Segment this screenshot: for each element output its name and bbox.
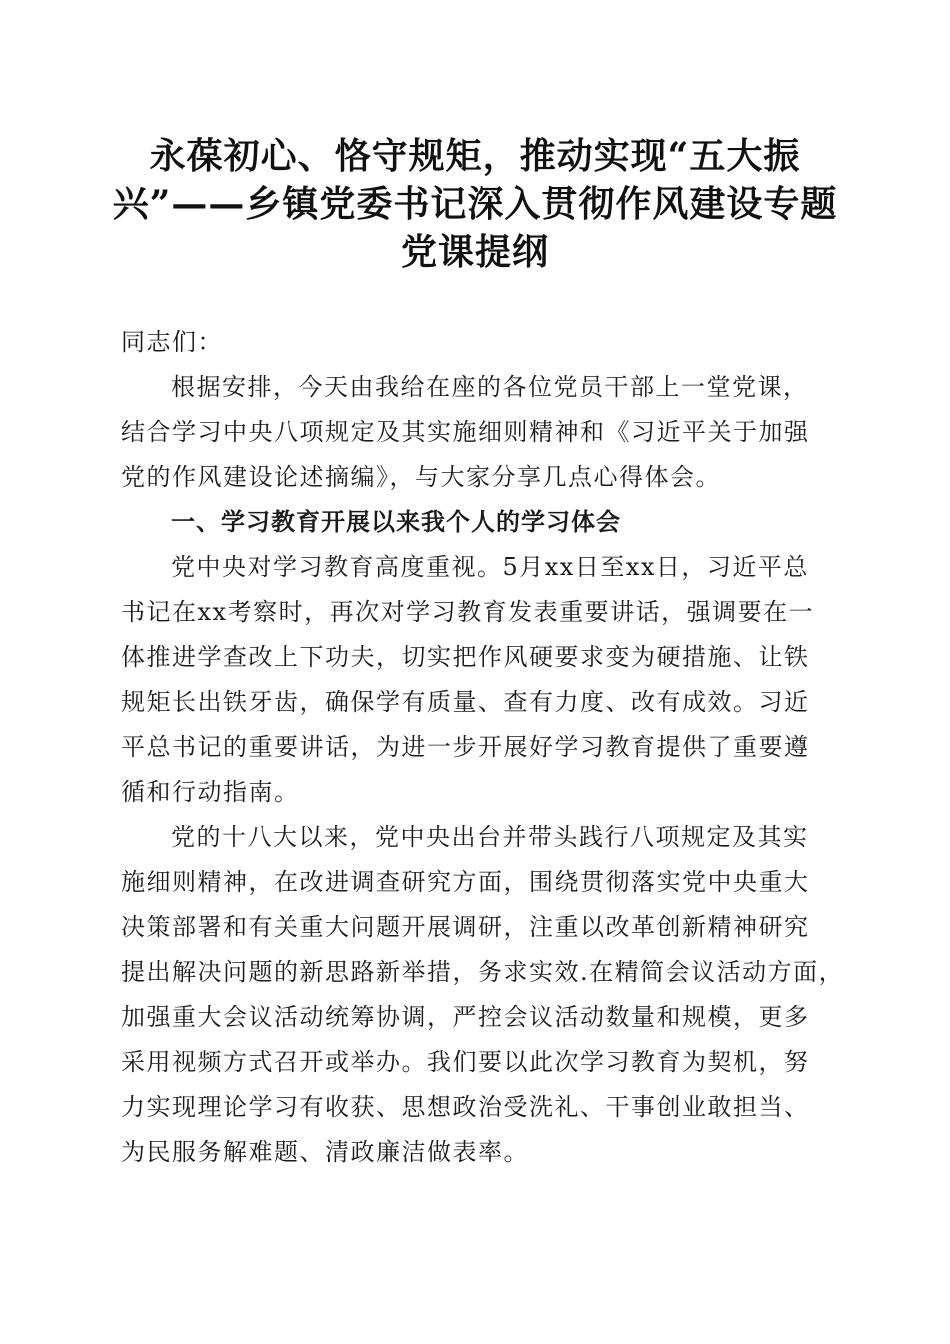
paragraph-line: 施细则精神，在改进调查研究方面，围绕贯彻落实党中央重大 — [121, 868, 810, 896]
section-heading-text: 一、学习教育开展以来我个人的学习体会 — [171, 508, 621, 536]
paragraph-line: 力实现理论学习有收获、思想政治受洗礼、干事创业敢担当、 — [121, 1093, 810, 1121]
paragraph-line: 提出解决问题的新思路新举措，务求实效.在精简会议活动方面， — [121, 958, 845, 986]
title-line: 永葆初心、恪守规矩，推动实现“五大振 — [149, 135, 801, 177]
document-body — [121, 320, 845, 1175]
title-line: 兴”——乡镇党委书记深入贯彻作风建设专题 — [112, 183, 838, 225]
body-paragraph-1 — [121, 545, 831, 815]
paragraph-line: 党的十八大以来，党中央出台并带头践行八项规定及其实 — [171, 823, 809, 851]
paragraph-line: 党中央对学习教育高度重视。5月xx日至xx日，习近平总 — [171, 553, 809, 581]
paragraph-line: 循和行动指南。 — [121, 778, 300, 806]
paragraph-line: 党的作风建设论述摘编》，与大家分享几点心得体会。 — [121, 463, 721, 491]
paragraph-line: 决策部署和有关重大问题开展调研，注重以改革创新精神研究 — [121, 913, 810, 941]
paragraph-line: 采用视频方式召开或举办。我们要以此次学习教育为契机，努 — [121, 1048, 810, 1076]
paragraph-line: 根据安排，今天由我给在座的各位党员干部上一堂党课， — [171, 373, 809, 401]
paragraph-line: 为民服务解难题、清政廉洁做表率。 — [121, 1138, 529, 1166]
title-line: 党课提纲 — [400, 231, 549, 273]
paragraph-line: 加强重大会议活动统筹协调，严控会议活动数量和规模，更多 — [121, 1003, 810, 1031]
paragraph-line: 规矩长出铁牙齿，确保学有质量、查有力度、改有成效。习近 — [121, 688, 810, 716]
paragraph-line: 平总书记的重要讲话，为进一步开展好学习教育提供了重要遵 — [121, 733, 810, 761]
salutation-line: 同志们： — [121, 328, 223, 356]
body-paragraph-2 — [121, 815, 845, 1175]
intro-paragraph — [121, 365, 831, 500]
document-title — [110, 132, 840, 276]
section-heading — [121, 500, 831, 545]
paragraph-line: 书记在xx考察时，再次对学习教育发表重要讲话，强调要在一 — [121, 598, 815, 626]
paragraph-line: 体推进学查改上下功夫，切实把作风硬要求变为硬措施、让铁 — [121, 643, 810, 671]
salutation — [121, 320, 831, 365]
paragraph-line: 结合学习中央八项规定及其实施细则精神和《习近平关于加强 — [121, 418, 810, 446]
